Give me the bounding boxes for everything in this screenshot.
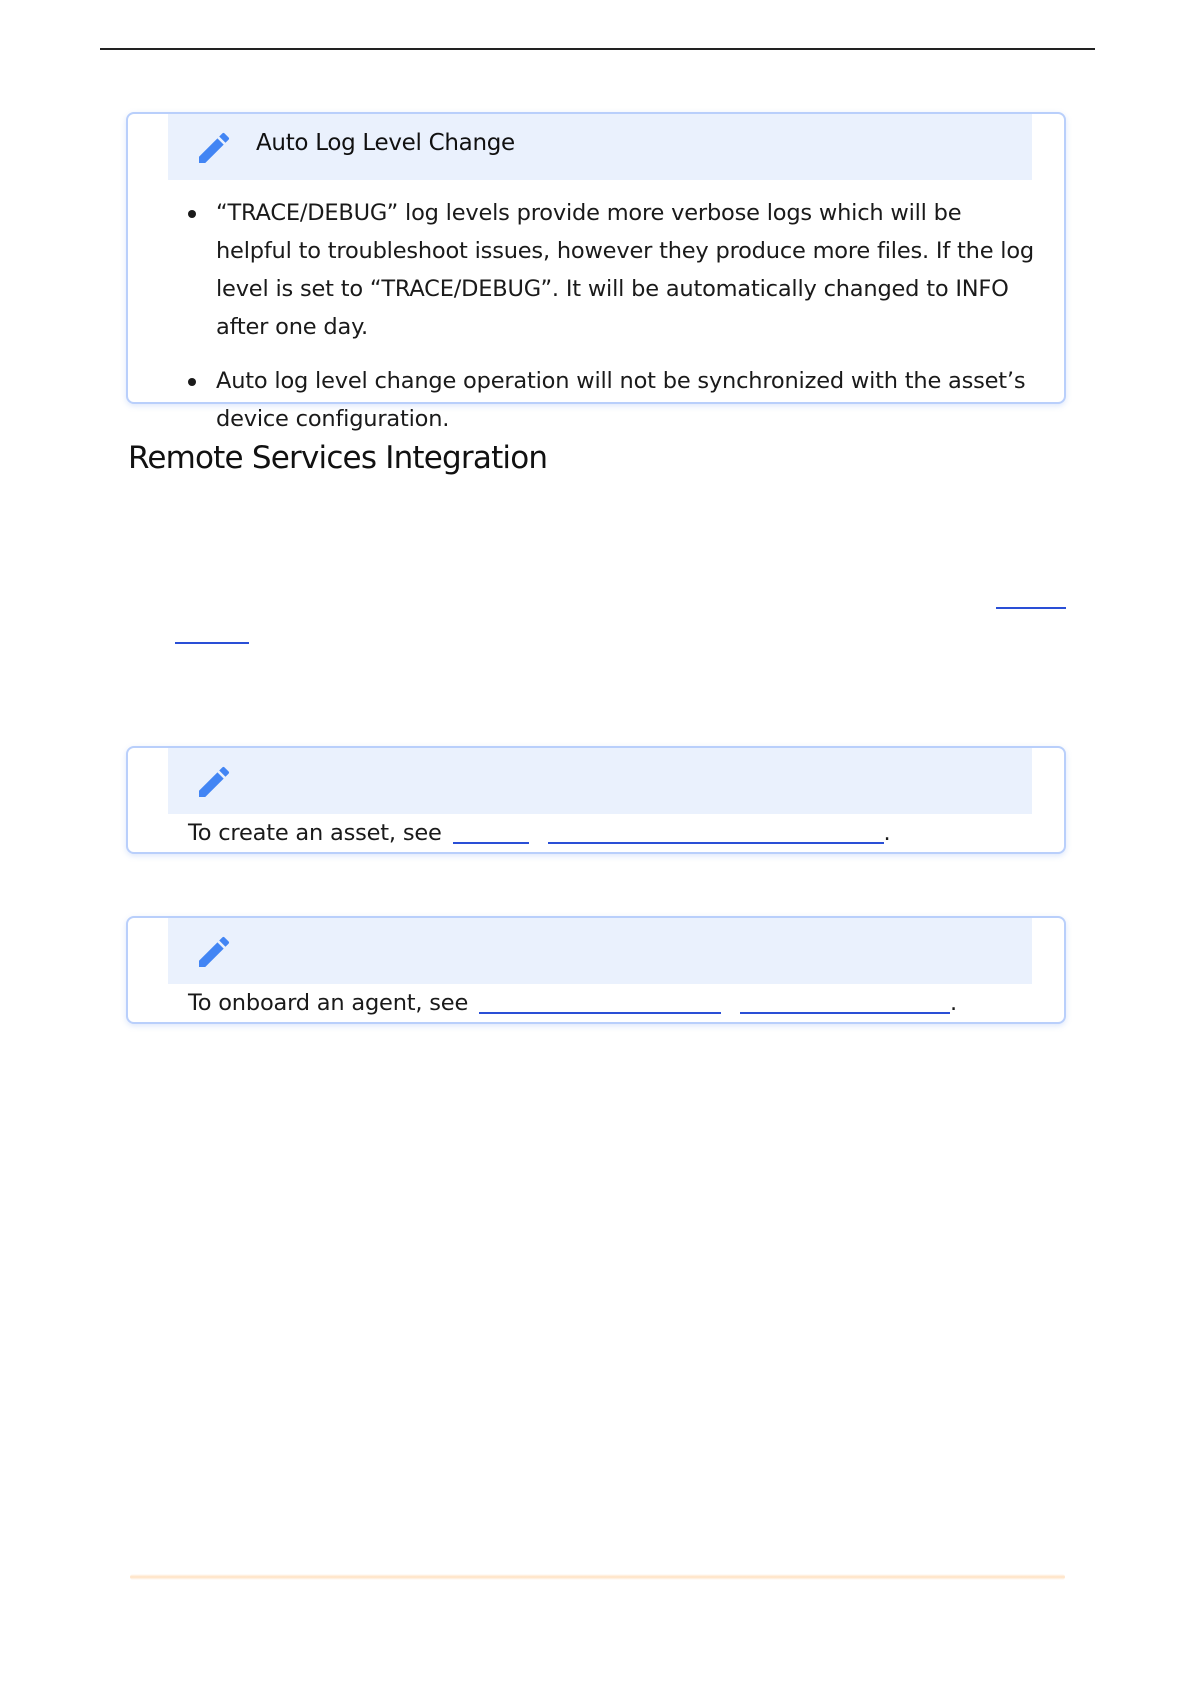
link-underline[interactable] — [453, 841, 529, 844]
link-underline[interactable] — [479, 1011, 721, 1014]
note-bullet-list — [188, 194, 1038, 454]
note-text: To onboard an agent, see — [188, 990, 469, 1016]
list-item: “TRACE/DEBUG” log levels provide more verbose logs which will be helpful to troubleshoot issues, however they produce more files. If the log level is set to “TRACE/DEBUG”. It will be automatically changed to INFO after one day. — [188, 194, 1038, 346]
note-auto-log-level — [126, 112, 1066, 432]
link-underline[interactable] — [740, 1011, 950, 1014]
note-header — [168, 114, 1032, 180]
note-body — [188, 990, 957, 1016]
note-header — [168, 748, 1032, 814]
section-heading: Remote Services Integration — [128, 440, 548, 476]
note-title: Auto Log Level Change — [256, 130, 515, 156]
pencil-icon — [194, 128, 234, 168]
link-underline[interactable] — [175, 642, 249, 644]
pencil-icon — [194, 762, 234, 802]
note-header — [168, 918, 1032, 984]
link-underline[interactable] — [548, 841, 884, 844]
note-text: To create an asset, see — [188, 820, 442, 846]
note-suffix: . — [950, 990, 957, 1016]
note-create-asset — [126, 746, 1066, 854]
link-underline[interactable] — [996, 607, 1066, 609]
header-rule — [100, 48, 1095, 50]
pencil-icon — [194, 932, 234, 972]
footer-divider — [130, 1574, 1065, 1580]
note-suffix: . — [883, 820, 891, 846]
note-onboard-agent — [126, 916, 1066, 1024]
list-item: Auto log level change operation will not be synchronized with the asset’s device configuration. — [188, 362, 1038, 438]
note-body — [188, 820, 890, 846]
